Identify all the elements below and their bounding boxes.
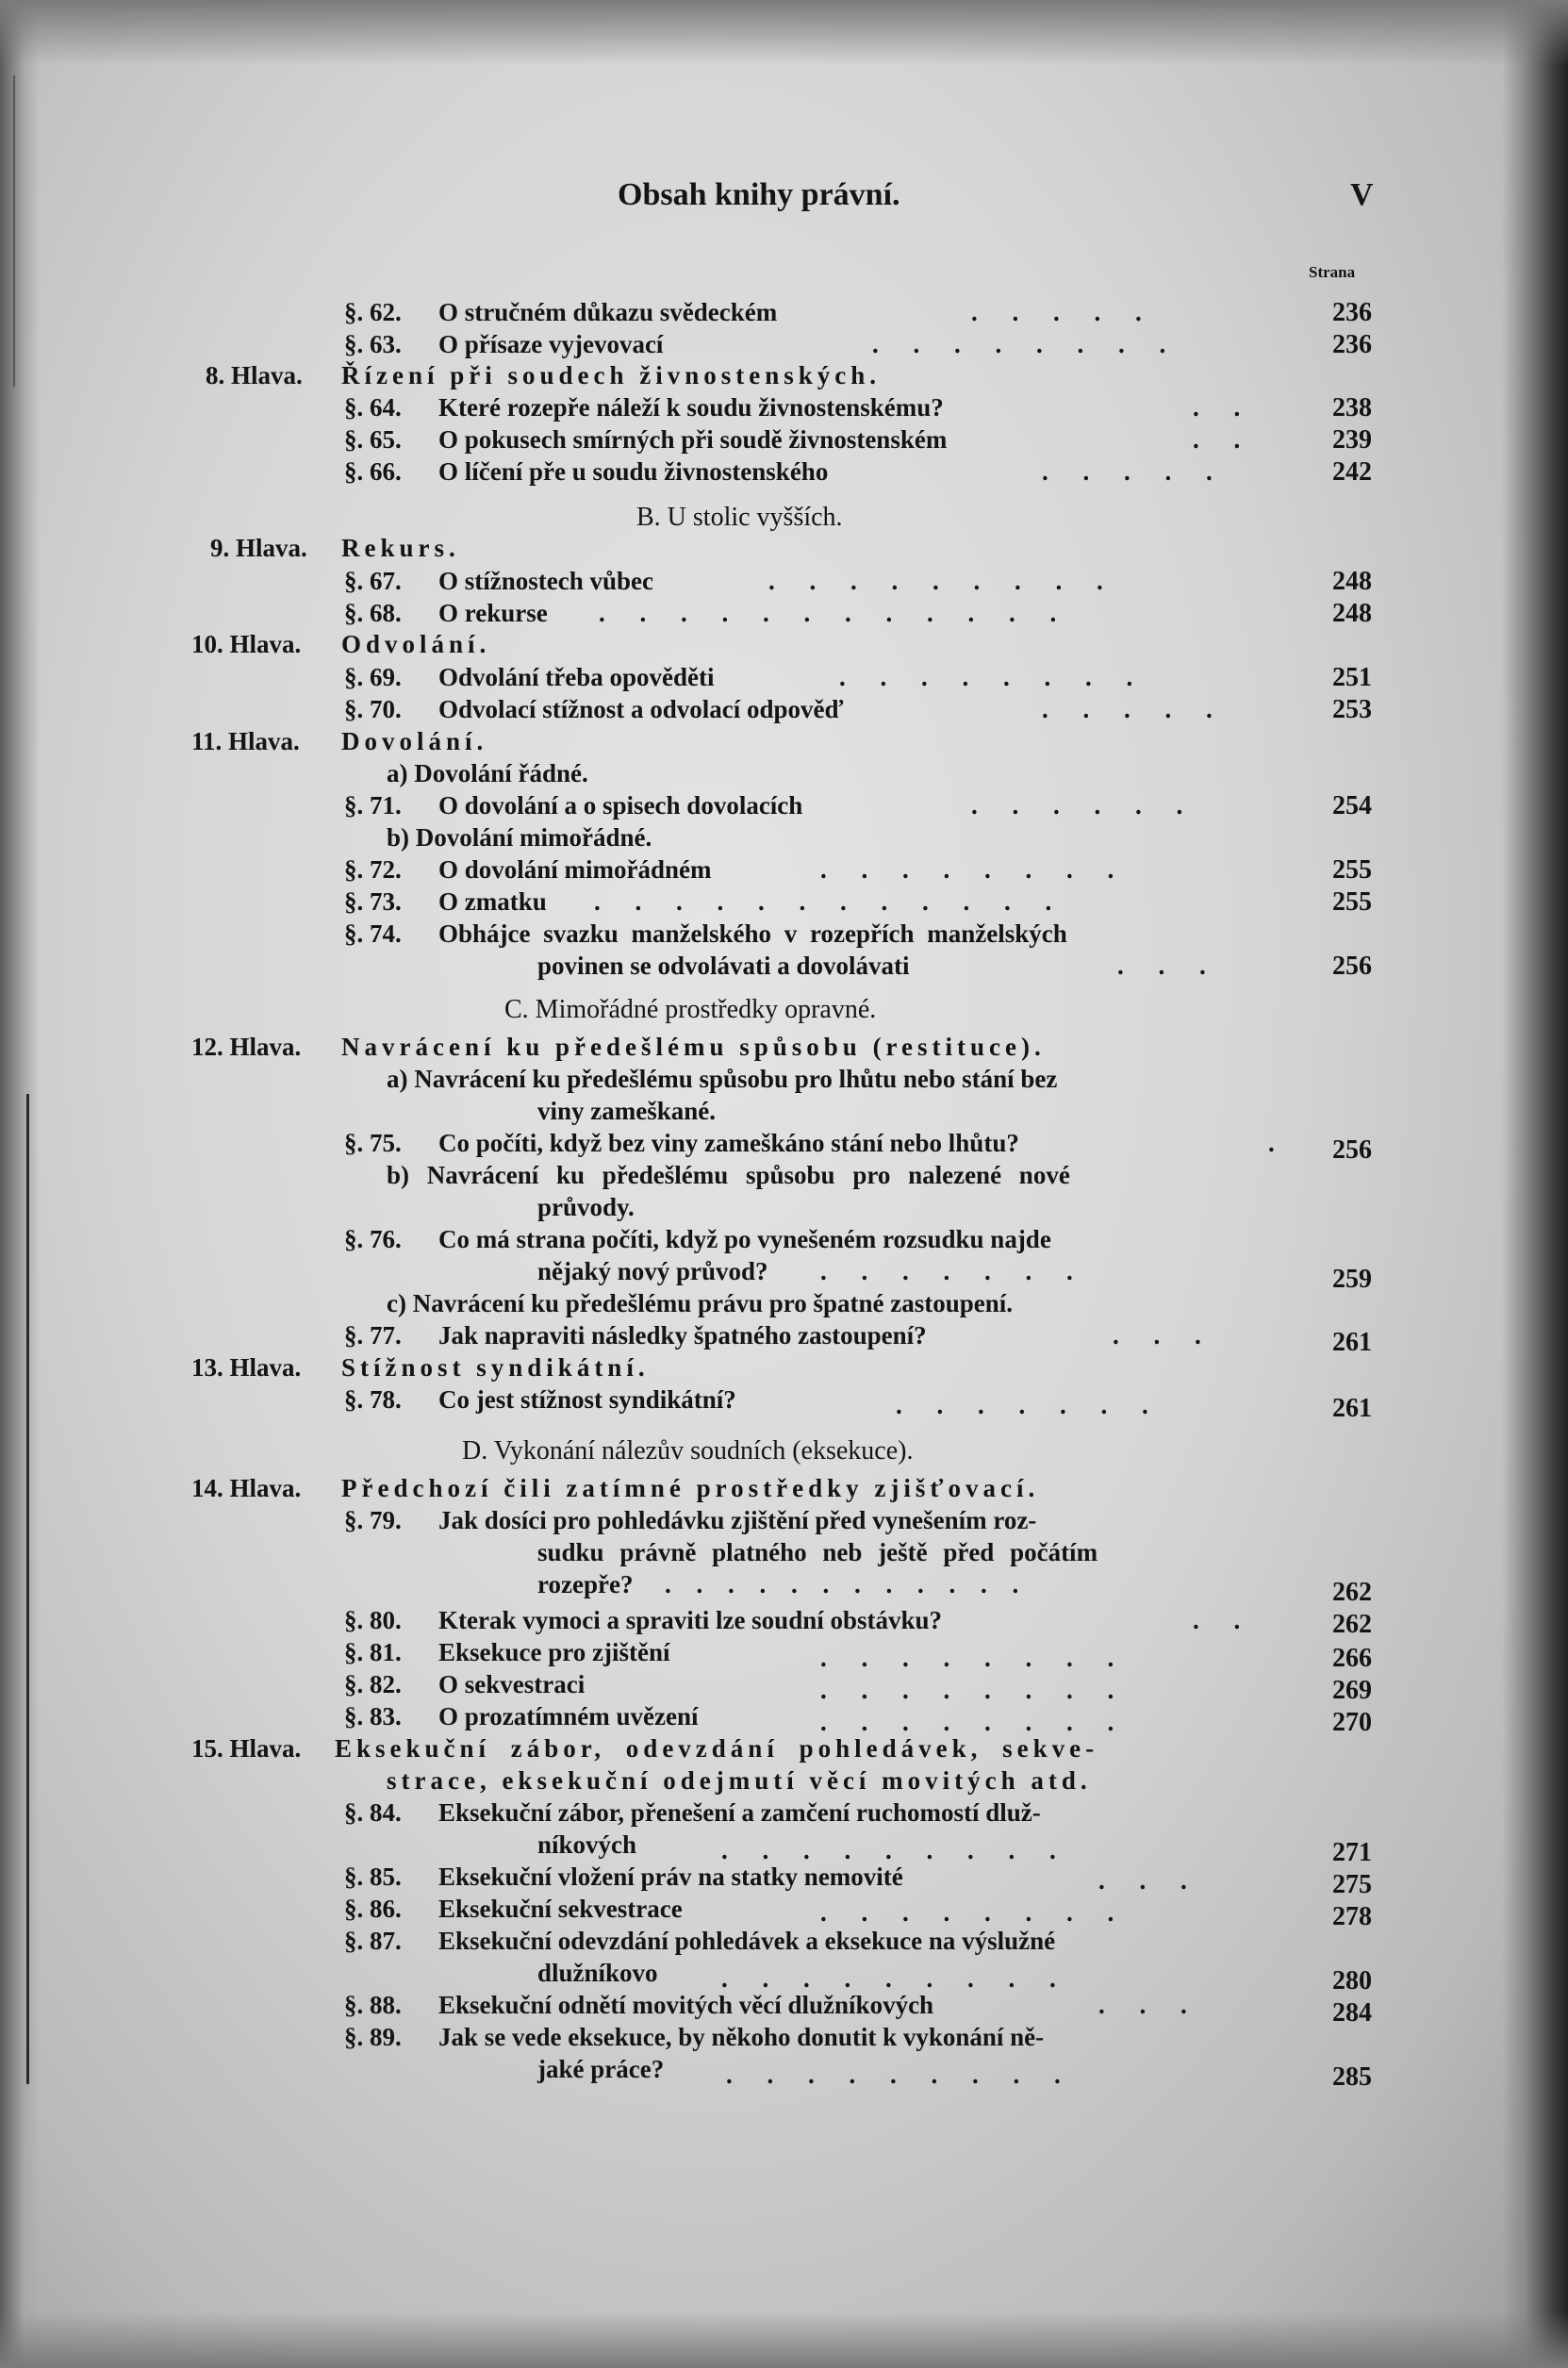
page-number: V: [1350, 177, 1374, 212]
subsection-heading-continued: viny zameškané.: [537, 1097, 716, 1125]
dot-leader: . . . . . . . . . . . .: [665, 1570, 1029, 1598]
entry-page: 261: [1332, 1394, 1372, 1423]
entry-number: §. 74.: [344, 919, 402, 948]
entry-text-continued: povinen se odvolávati a dovolávati: [537, 952, 910, 980]
entry-text: O zmatku: [438, 887, 547, 916]
section-heading: C. Mimořádné prostředky opravné.: [504, 995, 877, 1024]
entry-text: Co má strana počíti, když po vynešeném rozsudku najde: [438, 1225, 1051, 1253]
entry-number: §. 75.: [344, 1129, 402, 1157]
entry-text: Eksekuční vložení práv na statky nemovité: [438, 1863, 903, 1891]
entry-page: 251: [1332, 663, 1372, 692]
entry-text: O líčení pře u soudu živnostenského: [438, 457, 829, 486]
entry-text: Co počíti, když bez viny zameškáno stání nebo lhůtu?: [438, 1129, 1019, 1157]
entry-number: §. 82.: [344, 1670, 402, 1698]
entry-text: O rekurse: [438, 599, 548, 627]
chapter-label: 13. Hlava.: [191, 1353, 302, 1382]
entry-page: 261: [1332, 1328, 1372, 1357]
dot-leader: . . . . . . . .: [820, 1676, 1129, 1704]
entry-text: Eksekuční odnětí movitých věcí dlužníkových: [438, 1991, 934, 2019]
dot-leader: . . . . . . .: [820, 1257, 1087, 1285]
entry-number: §. 77.: [344, 1321, 402, 1350]
subsection-heading: b) Navrácení ku předešlému spůsobu pro nalezené nové: [387, 1161, 1070, 1189]
dot-leader: . . . . . .: [971, 791, 1197, 820]
entry-page: 285: [1332, 2062, 1372, 2092]
dot-leader: . . . . . . .: [896, 1391, 1163, 1419]
entry-page: 259: [1332, 1265, 1372, 1294]
dot-leader: . . . . . . . . . . . .: [594, 887, 1066, 916]
dot-leader: . . . . . . . . . . . .: [599, 599, 1071, 627]
entry-text: Odvolání třeba opověděti: [438, 663, 715, 691]
entry-page: 284: [1332, 1998, 1372, 2028]
entry-number: §. 87.: [344, 1927, 402, 1955]
dot-leader: . . .: [1098, 1866, 1201, 1895]
entry-page: 255: [1332, 887, 1372, 917]
entry-text: Které rozepře náleží k soudu živnostenskému?: [438, 393, 944, 422]
dot-leader: . . . . . . . .: [820, 1644, 1129, 1672]
entry-text: Eksekuční sekvestrace: [438, 1895, 683, 1923]
chapter-label: 14. Hlava.: [191, 1474, 302, 1502]
entry-text: Eksekuční odevzdání pohledávek a eksekuce na výslužné: [438, 1927, 1056, 1955]
dot-leader: . . .: [1117, 952, 1220, 980]
chapter-title: Rekurs.: [341, 534, 460, 562]
entry-number: §. 67.: [344, 567, 402, 595]
entry-page: 248: [1332, 599, 1372, 628]
entry-text: Co jest stížnost syndikátní?: [438, 1385, 736, 1414]
entry-text: Eksekuční zábor, přenešení a zamčení ruchomostí dluž-: [438, 1798, 1041, 1827]
entry-page: 256: [1332, 1135, 1372, 1165]
chapter-title-continued: strace, eksekuční odejmutí věcí movitých atd.: [387, 1766, 1092, 1795]
entry-text: O dovolání mimořádném: [438, 855, 712, 884]
entry-text: Odvolací stížnost a odvolací odpověď: [438, 695, 844, 723]
page-edge-left: [0, 0, 40, 2368]
page-edge-bottom: [0, 2311, 1568, 2368]
page-edge-top: [0, 0, 1568, 66]
dot-leader: . . . . . . . . .: [726, 2061, 1075, 2089]
entry-text: O stížnostech vůbec: [438, 567, 653, 595]
entry-number: §. 76.: [344, 1225, 402, 1253]
entry-text-continued: nějaký nový průvod?: [537, 1257, 768, 1285]
binding-thread-upper: [13, 75, 15, 387]
dot-leader: . . . . . . . . .: [721, 1964, 1070, 1993]
chapter-title: Odvolání.: [341, 630, 491, 658]
chapter-label: 10. Hlava.: [191, 630, 302, 658]
entry-text: Jak napraviti následky špatného zastoupení?: [438, 1321, 927, 1350]
entry-text: Obhájce svazku manželského v rozepřích manželských: [438, 919, 1067, 948]
entry-page: 253: [1332, 695, 1372, 724]
entry-number: §. 72.: [344, 855, 402, 884]
entry-page: 236: [1332, 298, 1372, 327]
entry-number: §. 86.: [344, 1895, 402, 1923]
page-edge-right: [1502, 0, 1568, 2368]
entry-number: §. 89.: [344, 2023, 402, 2051]
page-title: Obsah knihy právní.: [618, 177, 900, 212]
entry-number: §. 79.: [344, 1506, 402, 1534]
dot-leader: . .: [1193, 1606, 1255, 1634]
entry-text: Jak dosíci pro pohledávku zjištění před vynešením roz-: [438, 1506, 1037, 1534]
chapter-label: 12. Hlava.: [191, 1033, 302, 1061]
chapter-title: Řízení při soudech živnostenských.: [341, 361, 882, 389]
entry-page: 256: [1332, 952, 1372, 981]
section-heading: B. U stolic vyšších.: [636, 503, 843, 532]
dot-leader: . . .: [1113, 1321, 1215, 1350]
dot-leader: .: [1268, 1129, 1289, 1157]
chapter-title: Eksekuční zábor, odevzdání pohledávek, sekve-: [335, 1734, 1099, 1763]
subsection-heading: a) Navrácení ku předešlému spůsobu pro lhůtu nebo stání bez: [387, 1065, 1058, 1093]
page-column-label: Strana: [1309, 263, 1356, 281]
dot-leader: . . . . . . . .: [820, 855, 1129, 884]
chapter-label: 15. Hlava.: [191, 1734, 302, 1763]
subsection-heading: b) Dovolání mimořádné.: [387, 823, 652, 852]
chapter-title: Dovolání.: [341, 727, 488, 755]
subsection-heading-continued: průvody.: [537, 1193, 635, 1221]
entry-number: §. 83.: [344, 1702, 402, 1730]
entry-number: §. 68.: [344, 599, 402, 627]
dot-leader: . . .: [1098, 1991, 1201, 2019]
entry-page: 242: [1332, 457, 1372, 487]
entry-text-continued: níkových: [537, 1830, 637, 1859]
entry-number: §. 63.: [344, 330, 402, 358]
dot-leader: . . . . . . . .: [820, 1898, 1129, 1927]
entry-number: §. 78.: [344, 1385, 402, 1414]
entry-page: 262: [1332, 1578, 1372, 1607]
section-heading: D. Vykonání nálezův soudních (eksekuce).: [462, 1436, 914, 1466]
entry-page: 280: [1332, 1966, 1372, 1995]
dot-leader: . . . . .: [1042, 457, 1227, 486]
chapter-label: 9. Hlava.: [210, 534, 307, 562]
entry-page: 270: [1332, 1708, 1372, 1737]
dot-leader: . . . . . . . .: [872, 330, 1180, 358]
dot-leader: . . . . .: [1042, 695, 1227, 723]
entry-number: §. 69.: [344, 663, 402, 691]
dot-leader: . . . . . . . .: [820, 1708, 1129, 1736]
entry-page: 248: [1332, 567, 1372, 596]
chapter-title: Stížnost syndikátní.: [341, 1353, 650, 1382]
entry-text: O přísaze vyjevovací: [438, 330, 664, 358]
subsection-heading: a) Dovolání řádné.: [387, 759, 588, 787]
entry-number: §. 84.: [344, 1798, 402, 1827]
dot-leader: . . . . .: [971, 298, 1156, 326]
entry-page: 278: [1332, 1902, 1372, 1931]
dot-leader: . .: [1193, 393, 1255, 422]
entry-number: §. 73.: [344, 887, 402, 916]
entry-page: 255: [1332, 855, 1372, 885]
subsection-heading: c) Navrácení ku předešlému právu pro špatné zastoupení.: [387, 1289, 1014, 1317]
entry-page: 236: [1332, 330, 1372, 359]
entry-number: §. 65.: [344, 425, 402, 454]
entry-text: O sekvestraci: [438, 1670, 586, 1698]
chapter-title: Předchozí čili zatímné prostředky zjišťovací.: [341, 1474, 1040, 1502]
entry-page: 271: [1332, 1838, 1372, 1867]
entry-page: 269: [1332, 1676, 1372, 1705]
entry-text: O dovolání a o spisech dovolacích: [438, 791, 803, 820]
entry-page: 262: [1332, 1610, 1372, 1639]
entry-number: §. 66.: [344, 457, 402, 486]
entry-page: 239: [1332, 425, 1372, 455]
chapter-title: Navrácení ku předešlému spůsobu (restituce).: [341, 1033, 1046, 1061]
entry-text: Eksekuce pro zjištění: [438, 1638, 670, 1666]
entry-number: §. 81.: [344, 1638, 402, 1666]
entry-page: 266: [1332, 1644, 1372, 1673]
entry-text-continued: jaké práce?: [537, 2055, 665, 2083]
entry-number: §. 71.: [344, 791, 402, 820]
dot-leader: . . . . . . . . .: [721, 1836, 1070, 1864]
chapter-label: 8. Hlava.: [206, 361, 303, 389]
entry-page: 275: [1332, 1870, 1372, 1899]
dot-leader: . . . . . . . . .: [768, 567, 1117, 595]
entry-text: O prozatímném uvězení: [438, 1702, 699, 1730]
chapter-label: 11. Hlava.: [191, 727, 300, 755]
entry-number: §. 80.: [344, 1606, 402, 1634]
entry-text: O pokusech smírných při soudě živnostenském: [438, 425, 948, 454]
entry-text-continued: rozepře?: [537, 1570, 634, 1598]
entry-text-continued: dlužníkovo: [537, 1959, 658, 1987]
entry-text-continued: sudku právně platného neb ještě před počátím: [537, 1538, 1098, 1566]
entry-number: §. 88.: [344, 1991, 402, 2019]
entry-number: §. 64.: [344, 393, 402, 422]
dot-leader: . . . . . . . .: [839, 663, 1147, 691]
binding-thread: [26, 1094, 29, 2084]
entry-text: Kterak vymoci a spraviti lze soudní obstávku?: [438, 1606, 943, 1634]
entry-text: O stručném důkazu svědeckém: [438, 298, 778, 326]
entry-page: 238: [1332, 393, 1372, 422]
dot-leader: . .: [1193, 425, 1255, 454]
entry-page: 254: [1332, 791, 1372, 820]
entry-text: Jak se vede eksekuce, by někoho donutit k vykonání ně-: [438, 2023, 1045, 2051]
entry-number: §. 85.: [344, 1863, 402, 1891]
entry-number: §. 70.: [344, 695, 402, 723]
entry-number: §. 62.: [344, 298, 402, 326]
